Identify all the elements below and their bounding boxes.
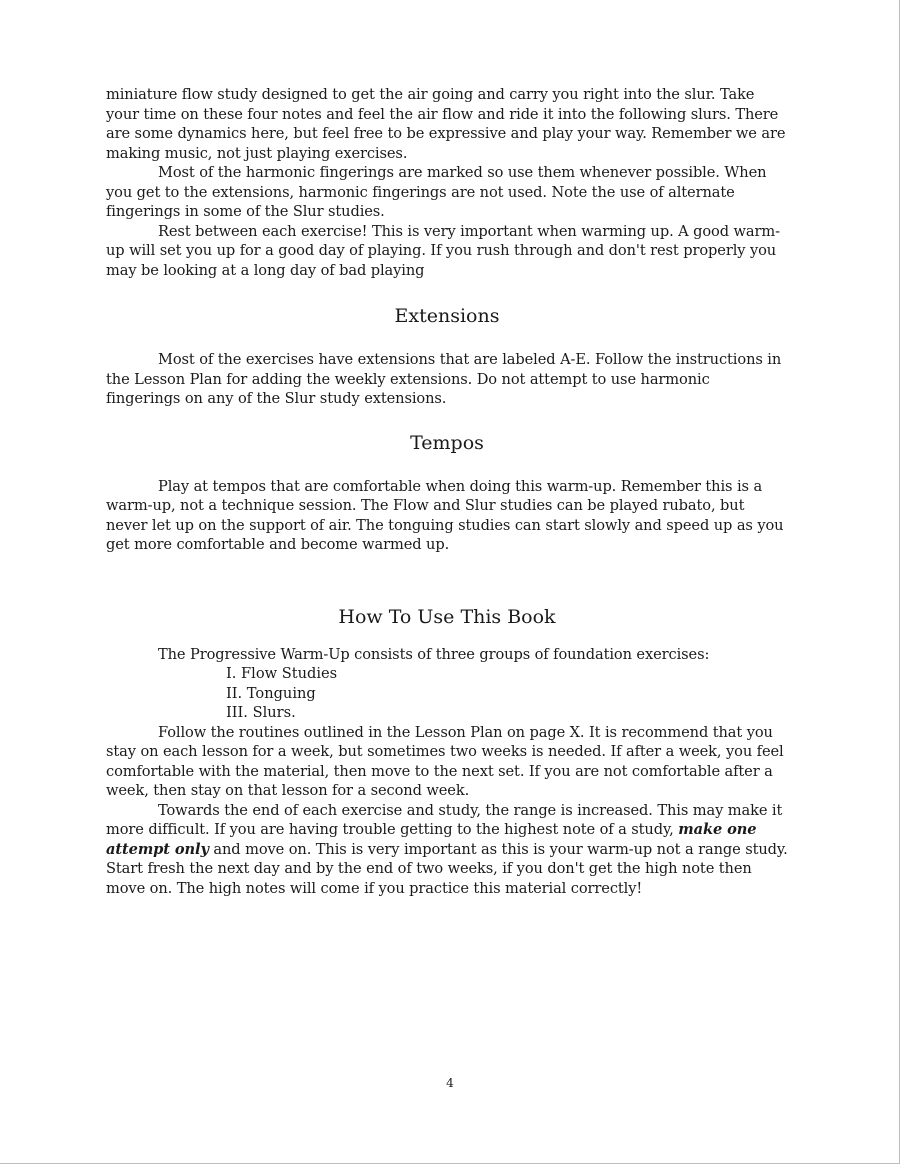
how-to-paragraph-2: Follow the routines outlined in the Lesson Plan on page X. It is recommend that you stay on each lesson for a week, but sometimes two weeks is needed. If after a week, you feel comfortable with the material, then move to the next set. If you are not comfortable after a week, then stay on that lesson for a second week. — [106, 723, 784, 799]
tempos-heading: Tempos — [410, 431, 484, 454]
paragraph-text: and move on. This is very important as this is your warm-up not a range study. Start fresh the next day and by the end of two weeks, if you don't get the high note then move on. The high notes will come if you practice this material correctly! — [106, 840, 788, 897]
list-item: III. Slurs. — [226, 704, 296, 721]
how-to-paragraph-1: The Progressive Warm-Up consists of three groups of foundation exercises: — [158, 645, 710, 663]
page-content — [106, 85, 788, 898]
exercise-groups-list — [106, 664, 788, 723]
intro-paragraph-1: miniature flow study designed to get the air going and carry you right into the slur. Take your time on these four notes and feel the air flow and ride it into the following slurs. There are some dynamics here, but feel free to be expressive and play your way. Remember we are making music, not just playing exercises. — [106, 86, 786, 162]
emphasis-text: make one attempt only — [106, 821, 757, 858]
page-number: 4 — [446, 1076, 454, 1090]
tempos-paragraph: Play at tempos that are comfortable when doing this warm-up. Remember this is a warm-up, not a technique session. The Flow and Slur studies can be played rubato, but never let up on the support of air. The tonguing studies can start slowly and speed up as you get more comfortable and become warmed up. — [106, 477, 784, 553]
list-item: I. Flow Studies — [226, 665, 338, 682]
paragraph-text: Towards the end of each exercise and study, the range is increased. This may make it more difficult. If you are having trouble getting to the highest note of a study, — [106, 801, 783, 838]
how-to-paragraph-3 — [106, 801, 788, 899]
list-item: II. Tonguing — [226, 684, 316, 702]
intro-paragraph-2: Most of the harmonic fingerings are marked so use them whenever possible. When you get to the extensions, harmonic fingerings are not used. Note the use of alternate fingerings in some of the Slur studies. — [106, 164, 767, 220]
extensions-heading: Extensions — [394, 305, 500, 327]
intro-paragraph-3: Rest between each exercise! This is very important when warming up. A good warm-up will set you up for a good day of playing. If you rush through and don't rest properly you may be looking at a long day of bad playing — [106, 222, 780, 279]
extensions-paragraph: Most of the exercises have extensions that are labeled A-E. Follow the instructions in the Lesson Plan for adding the weekly extensions. Do not attempt to use harmonic fingerings on any of the Slur study extensions. — [106, 351, 782, 407]
how-to-use-heading: How To Use This Book — [338, 605, 556, 628]
